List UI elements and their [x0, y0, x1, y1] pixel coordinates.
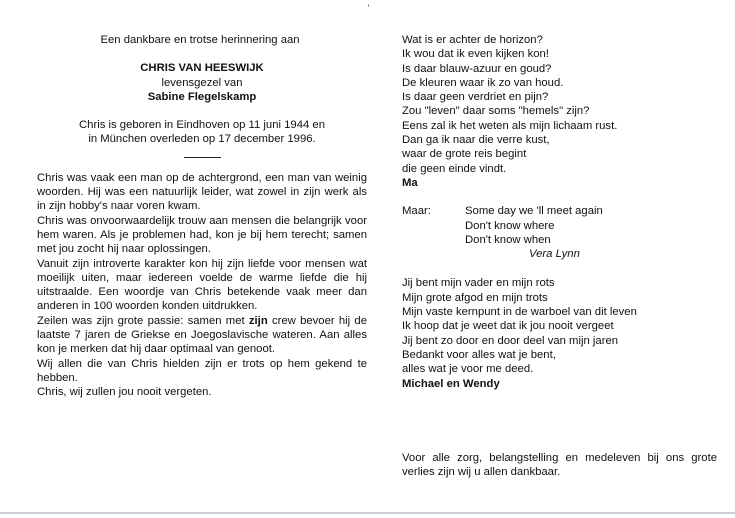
song-line: Some day we 'll meet again	[465, 205, 603, 218]
song-line: Don't know when	[465, 233, 551, 246]
thank-you-text: Voor alle zorg, belangstelling en medeleven bij ons grote verlies zijn wij u allen dankbaar.	[402, 452, 717, 479]
body-paragraph: Chris was onvoorwaardelijk trouw aan mensen die belangrijk voor hem waren. Als je problemen had, kon je bij hem terecht; samen met jou zocht hij naar oplossingen.	[37, 214, 367, 256]
poem-line: Ik wou dat ik even kijken kon!	[402, 48, 549, 61]
sailing-text-start: Zeilen was zijn grote passie: samen met	[37, 314, 249, 327]
poem-line: Ik hoop dat je weet dat ik jou nooit vergeet	[402, 320, 614, 333]
deceased-name: CHRIS VAN HEESWIJK	[140, 62, 264, 75]
card-bottom-edge	[0, 512, 735, 514]
left-column	[37, 33, 367, 400]
sailing-emphasis: zijn	[248, 314, 268, 327]
poem-line: Eens zal ik het weten als mijn lichaam rust.	[402, 119, 618, 132]
poem-line: De kleuren waar ik zo van houd.	[402, 76, 564, 89]
poem-line: Bedankt voor alles wat je bent,	[402, 348, 556, 361]
children-poem	[402, 276, 722, 390]
song-quote	[402, 204, 722, 261]
poem-line: waar de grote reis begint	[402, 148, 527, 161]
right-column	[402, 33, 722, 391]
born-line: Chris is geboren in Eindhoven op 11 juni 1944 en	[79, 119, 325, 132]
children-signature: Michael en Wendy	[402, 377, 500, 390]
poem-author: Ma	[402, 176, 418, 189]
horizon-poem	[402, 33, 722, 190]
song-line: Don't know where	[465, 219, 555, 232]
song-lines	[465, 204, 603, 261]
poem-line: Is daar geen verdriet en pijn?	[402, 91, 549, 104]
proud-paragraph: Wij allen die van Chris hielden zijn er trots op hem gekend te hebben.	[37, 357, 367, 384]
poem-line: alles wat je voor me deed.	[402, 363, 534, 376]
poem-line: Jij bent mijn vader en mijn rots	[402, 277, 555, 290]
poem-line: Mijn vaste kernpunt in de warboel van dit leven	[402, 306, 637, 319]
partner-name: Sabine Flegelskamp	[147, 90, 257, 103]
sailing-paragraph	[37, 314, 367, 357]
died-line: in München overleden op 17 december 1996.	[88, 133, 316, 146]
fold-mark	[368, 4, 369, 7]
song-label: Maar:	[402, 205, 431, 218]
poem-line: die geen einde vindt.	[402, 162, 507, 175]
divider-line	[184, 157, 221, 158]
poem-line: Zou "leven" daar soms "hemels" zijn?	[402, 105, 590, 118]
poem-line: Wat is er achter de horizon?	[402, 34, 543, 46]
sailing-text-end: crew bevoer hij de laatste 7 jaren de Griekse en Joegoslavische wateren. Aan alles kon je merken dat hij daar optimaal van genoot.	[37, 314, 368, 356]
poem-line: Jij bent zo door en door deel van mijn jaren	[402, 334, 619, 347]
body-paragraph: Vanuit zijn introverte karakter kon hij zijn liefde voor mensen wat moeilijk uiten, maar iedereen voelde de warme liefde die hij uitstraalde. Een woordje van Chris betekende vaak meer dan anderen in 100 woorden konden uitdrukken.	[37, 257, 367, 313]
song-author: Vera Lynn	[529, 248, 580, 261]
intro-line: Een dankbare en trotse herinnering aan	[100, 34, 300, 46]
body-paragraph: Chris was vaak een man op de achtergrond, een man van weinig woorden. Hij was een natuurlijk leider, wat zowel in zijn werk als in zijn hobby's naar voren kwam.	[37, 171, 367, 213]
poem-line: Mijn grote afgod en mijn trots	[402, 291, 548, 304]
relation-text: levensgezel van	[161, 76, 243, 89]
poem-line: Dan ga ik naar die verre kust,	[402, 134, 550, 147]
poem-line: Is daar blauw-azuur en goud?	[402, 62, 552, 75]
closing-line: Chris, wij zullen jou nooit vergeten.	[37, 386, 212, 399]
